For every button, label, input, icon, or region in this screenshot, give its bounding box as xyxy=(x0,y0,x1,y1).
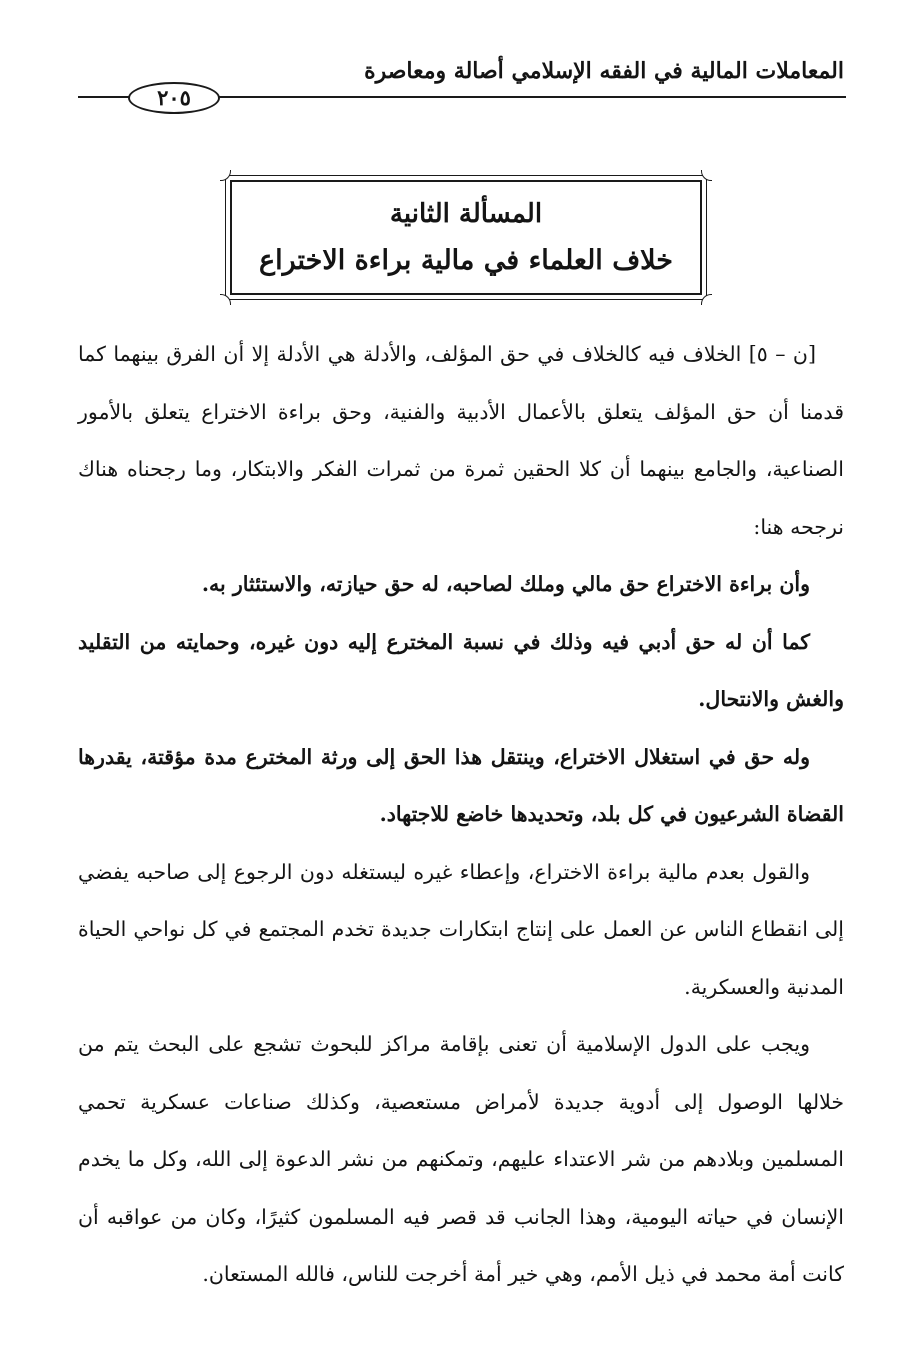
paragraph-ruling-financial: وأن براءة الاختراع حق مالي وملك لصاحبه، له حق حيازته، والاستئثار به. xyxy=(201,572,810,596)
section-title-frame xyxy=(225,175,707,300)
running-header-title: المعاملات المالية في الفقه الإسلامي أصالة ومعاصرة xyxy=(364,58,844,84)
page-number: ٢٠٥ xyxy=(128,82,220,114)
issue-title: خلاف العلماء في مالية براءة الاختراع xyxy=(259,245,673,276)
paragraph-recommendation: ويجب على الدول الإسلامية أن تعنى بإقامة مراكز للبحوث تشجع على البحث يتم من خلالها الوصول إلى أدوية جديدة لأمراض مستعصية، وكذلك صناعات عسكرية تحمي المسلمين وبلادهم من شر الاعتداء عليهم، وتمكنهم من نشر الدعوة إلى الله، وكل ما يخدم الإنسان في حياته اليومية، وهذا الجانب قد قصر فيه المسلمون كثيرًا، وكان من عواقبه أن كانت أمة محمد في ذيل الأمم، وهي خير أمة أخرجت للناس، فالله المستعان. xyxy=(78,1032,844,1286)
frame-corner-ornament xyxy=(220,294,231,305)
paragraph-ruling-moral: كما أن له حق أدبي فيه وذلك في نسبة المخترع إليه دون غيره، وحمايته من التقليد والغش والانتحال. xyxy=(78,629,844,711)
paragraph-ruling-exploitation: وله حق في استغلال الاختراع، وينتقل هذا الحق إلى ورثة المخترع مدة مؤقتة، يقدرها القضاة الشرعيون في كل بلد، وتحديدها خاضع للاجتهاد. xyxy=(78,744,844,826)
section-title-inner xyxy=(230,180,702,295)
frame-corner-ornament xyxy=(701,294,712,305)
paragraph-intro: [ن – ٥] الخلاف فيه كالخلاف في حق المؤلف، والأدلة هي الأدلة إلا أن الفرق بينهما كما قدمنا أن حق المؤلف يتعلق بالأعمال الأدبية والفنية، وحق براءة الاختراع يتعلق بالأمور الصناعية، والجامع بينهما أن كلا الحقين ثمرة من ثمرات الفكر والابتكار، وما رجحناه هناك نرجحه هنا: xyxy=(78,342,844,539)
paragraph-consequence: والقول بعدم مالية براءة الاختراع، وإعطاء غيره ليستغله دون الرجوع إلى صاحبه يفضي إلى انقطاع الناس عن العمل على إنتاج ابتكارات جديدة تخدم المجتمع في كل نواحي الحياة المدنية والعسكرية. xyxy=(78,859,844,999)
frame-corner-ornament xyxy=(701,170,712,181)
body-text xyxy=(78,326,844,1304)
issue-label: المسألة الثانية xyxy=(389,199,543,229)
